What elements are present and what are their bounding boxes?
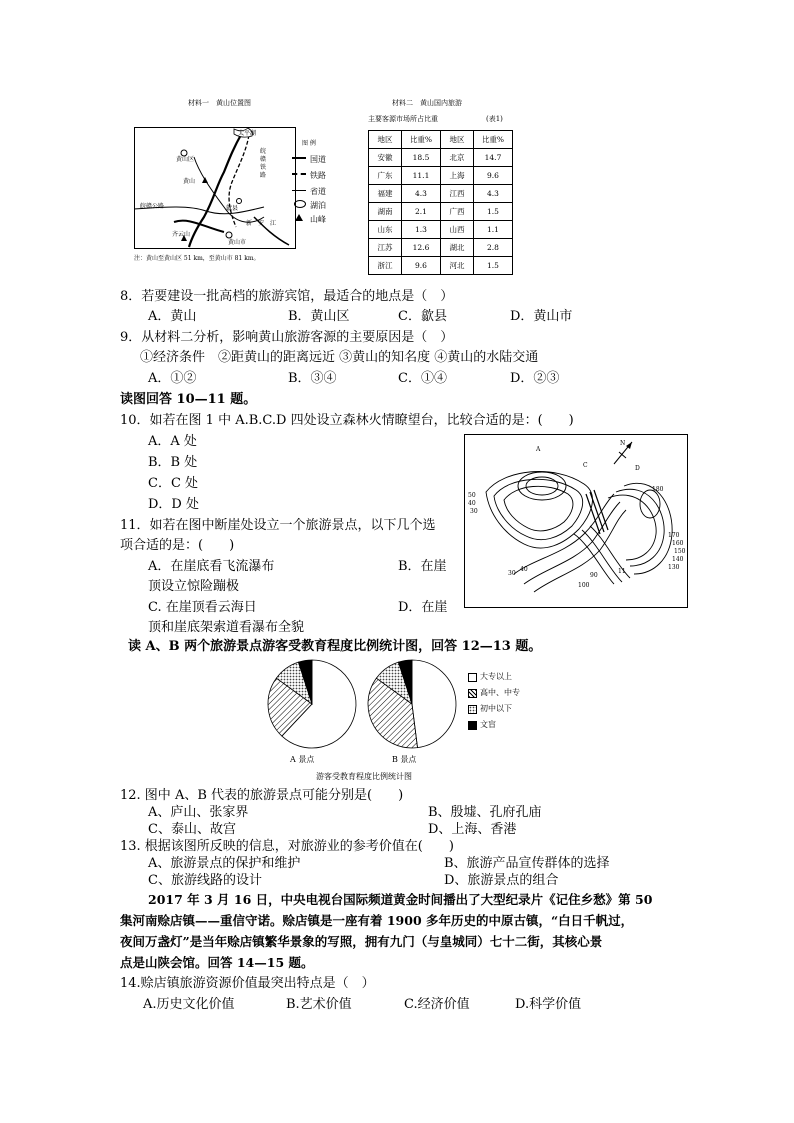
contour-label-a: A xyxy=(536,446,541,453)
q11-stem-line1: 11．如若在图中断崖处设立一个旅游景点，以下几个选 xyxy=(120,518,436,533)
map-place-huangshan: 黄山 xyxy=(183,178,196,185)
table-cell: 1.1 xyxy=(474,221,513,239)
table-row xyxy=(369,203,513,221)
map-legend-item: 省道 xyxy=(310,187,326,196)
contour-value: 11 xyxy=(618,568,626,575)
map-note: 注：黄山至黄山区 51 km，至黄山市 81 km。 xyxy=(134,255,260,262)
q10-option-c: C．C 处 xyxy=(148,476,199,491)
pie-legend-item: 大专以上 xyxy=(480,672,512,681)
map-place-huangshanshi: 黄山市 xyxy=(228,239,247,246)
material2-table-no: (表1) xyxy=(486,115,503,123)
table-cell: 18.5 xyxy=(402,149,441,167)
q13-option-a: A、旅游景点的保护和维护 xyxy=(148,856,301,871)
table-cell: 1.5 xyxy=(474,203,513,221)
q9-option-d: D．②③ xyxy=(510,371,560,386)
q8-option-c: C．歙县 xyxy=(398,309,447,324)
table-cell: 2.1 xyxy=(402,203,441,221)
q11-option-c: C. 在崖顶看云海日 xyxy=(148,600,257,615)
q14-option-b: B.艺术价值 xyxy=(286,997,352,1012)
q9-option-b: B．③④ xyxy=(288,371,337,386)
table-cell: 山西 xyxy=(441,221,474,239)
passage-line2: 集河南赊店镇——重信守诺。赊店镇是一座有着 1900 多年历史的中原古镇，“白日千帆过， xyxy=(120,913,634,928)
q13-stem: 13. 根据该图所反映的信息，对旅游业的参考价值在( ) xyxy=(120,839,454,854)
table-row xyxy=(369,221,513,239)
q14-option-d: D.科学价值 xyxy=(515,997,582,1012)
table-cell: 11.1 xyxy=(402,167,441,185)
table-header-cell: 比重% xyxy=(402,131,441,149)
q12-stem: 12. 图中 A、B 代表的旅游景点可能分别是( ) xyxy=(120,788,404,803)
table-cell: 2.8 xyxy=(474,239,513,257)
map-place-wangan: 皖赣铁路 xyxy=(260,148,267,179)
q14-stem: 14.赊店镇旅游资源价值最突出特点是（ ） xyxy=(120,976,375,991)
legend-swatch-college xyxy=(468,673,477,682)
table-cell: 福建 xyxy=(369,185,402,203)
table-header-row xyxy=(369,131,513,149)
railway-icon xyxy=(292,168,306,180)
contour-label-d: D xyxy=(635,465,640,472)
table-cell: 山东 xyxy=(369,221,402,239)
legend-swatch-junior xyxy=(468,705,477,714)
q12-option-b: B、殷墟、孔府孔庙 xyxy=(428,805,542,820)
table-cell: 河北 xyxy=(441,257,474,275)
location-map-drawing xyxy=(134,127,296,249)
q9-option-a: A．①② xyxy=(148,371,197,386)
map-place-qiyun: 齐云山 xyxy=(172,231,191,238)
table-row xyxy=(369,239,513,257)
table-cell: 上海 xyxy=(441,167,474,185)
q13-option-d: D、旅游景点的组合 xyxy=(444,873,559,888)
material2-subtitle: 主要客源市场所占比重 xyxy=(368,115,438,123)
q14-option-a: A.历史文化价值 xyxy=(143,997,235,1012)
contour-value: 100 xyxy=(578,582,590,589)
table-cell: 湖北 xyxy=(441,239,474,257)
q11-option-d-cont: 顶和崖底架索道看瀑布全貌 xyxy=(148,620,305,635)
table-row xyxy=(369,167,513,185)
q12-option-a: A、庐山、张家界 xyxy=(148,805,249,820)
map-place-shexian: 歙县 xyxy=(226,205,239,212)
table-row xyxy=(369,185,513,203)
read-instruction-10-11: 读图回答 10—11 题。 xyxy=(120,392,257,407)
map-place-wanyi: 皖赣公路 xyxy=(140,203,165,210)
pie-caption: 游客受教育程度比例统计图 xyxy=(316,772,412,781)
q10-stem: 10．如若在图 1 中 A.B.C.D 四处设立森林火情瞭望台，比较合适的是：( ) xyxy=(120,413,574,428)
map-place-taiping: 太平湖 xyxy=(238,130,257,137)
contour-value: 150 xyxy=(674,548,686,555)
read-instruction-12-13: 读 A、B 两个旅游景点游客受教育程度比例统计图，回答 12—13 题。 xyxy=(128,639,542,654)
table-cell: 1.3 xyxy=(402,221,441,239)
pie-b-label: B 景点 xyxy=(392,755,417,764)
contour-value: 40 xyxy=(520,566,528,573)
q10-option-d: D．D 处 xyxy=(148,497,199,512)
map-legend-item: 国道 xyxy=(310,155,326,164)
table-cell: 1.5 xyxy=(474,257,513,275)
q8-option-a: A．黄山 xyxy=(148,309,197,324)
road-provincial-icon xyxy=(292,184,306,196)
source-market-table xyxy=(368,130,513,275)
table-cell: 9.6 xyxy=(402,257,441,275)
contour-map-drawing xyxy=(464,434,688,608)
pie-legend-item: 高中、中专 xyxy=(480,688,520,697)
material1-title: 材料一 黄山位置图 xyxy=(188,99,251,107)
pie-a-label: A 景点 xyxy=(290,755,315,764)
table-header-cell: 地区 xyxy=(441,131,474,149)
q11-option-b-cont: 顶设立惊险蹦极 xyxy=(148,579,240,594)
contour-label-c: C xyxy=(583,462,588,469)
q12-option-d: D、上海、香港 xyxy=(428,822,517,837)
pie-slice-b-0 xyxy=(412,660,456,748)
pie-b-group xyxy=(368,660,456,748)
contour-value: 30 xyxy=(508,570,516,577)
contour-value: 130 xyxy=(668,564,680,571)
q8-stem: 8．若要建设一批高档的旅游宾馆，最适合的地点是（ ） xyxy=(120,289,454,304)
legend-swatch-highschool xyxy=(468,689,477,698)
contour-value: 160 xyxy=(672,540,684,547)
passage-line4: 点是山陕会馆。回答 14—15 题。 xyxy=(120,955,314,970)
table-cell: 广东 xyxy=(369,167,402,185)
q9-stem: 9．从材料二分析，影响黄山旅游客源的主要原因是（ ） xyxy=(120,330,454,345)
table-cell: 9.6 xyxy=(474,167,513,185)
q11-stem-line2: 项合适的是：( ) xyxy=(120,538,235,553)
table-cell: 江苏 xyxy=(369,239,402,257)
q11-option-a: A．在崖底看飞流瀑布 xyxy=(148,559,275,574)
q10-option-b: B．B 处 xyxy=(148,455,198,470)
table-cell: 14.7 xyxy=(474,149,513,167)
q13-option-c: C、旅游线路的设计 xyxy=(148,873,262,888)
contour-value: 40 xyxy=(468,500,476,507)
north-arrow-label: N xyxy=(620,440,626,447)
table-header-cell: 地区 xyxy=(369,131,402,149)
table-cell: 广西 xyxy=(441,203,474,221)
contour-value: 180 xyxy=(652,486,664,493)
table-cell: 4.3 xyxy=(402,185,441,203)
map-legend-item: 铁路 xyxy=(310,171,326,180)
lake-icon xyxy=(294,200,306,208)
material2-title: 材料二 黄山国内旅游 xyxy=(392,99,462,107)
q9-statements: ①经济条件 ②距黄山的距离远近 ③黄山的知名度 ④黄山的水陆交通 xyxy=(140,350,539,365)
q8-option-d: D．黄山市 xyxy=(510,309,573,324)
contour-value: 140 xyxy=(672,556,684,563)
map-legend-title: 图 例 xyxy=(302,140,316,147)
pie-legend-item: 初中以下 xyxy=(480,704,512,713)
q11-option-d: D．在崖 xyxy=(398,600,448,615)
table-cell: 北京 xyxy=(441,149,474,167)
q8-option-b: B．黄山区 xyxy=(288,309,350,324)
table-cell: 江西 xyxy=(441,185,474,203)
map-place-huangshanqu: 黄山区 xyxy=(176,156,195,163)
passage-line3: 夜间万盏灯”是当年赊店镇繁华景象的写照，拥有九门（与皇城同）七十二街，其核心景 xyxy=(120,934,603,949)
passage-line1: 2017 年 3 月 16 日，中央电视台国际频道黄金时间播出了大型纪录片《记住乡愁》第 50 xyxy=(148,892,653,907)
mountain-peak-icon xyxy=(295,214,303,221)
q11-option-b: B．在崖 xyxy=(398,559,447,574)
table-cell: 浙江 xyxy=(369,257,402,275)
q12-option-c: C、泰山、故宫 xyxy=(148,822,236,837)
q13-option-b: B、旅游产品宣传群体的选择 xyxy=(444,856,610,871)
table-row xyxy=(369,257,513,275)
legend-swatch-illiterate xyxy=(468,721,477,730)
table-cell: 12.6 xyxy=(402,239,441,257)
contour-value: 170 xyxy=(668,532,680,539)
table-header-cell: 比重% xyxy=(474,131,513,149)
q9-option-c: C．①④ xyxy=(398,371,447,386)
contour-value: 30 xyxy=(470,508,478,515)
road-national-icon xyxy=(292,152,306,164)
pie-a-group xyxy=(268,660,356,748)
pie-legend-item: 文盲 xyxy=(480,720,496,729)
map-legend-item: 湖泊 xyxy=(310,201,326,210)
contour-value: 50 xyxy=(468,492,476,499)
table-row xyxy=(369,149,513,167)
table-cell: 安徽 xyxy=(369,149,402,167)
contour-value: 90 xyxy=(590,572,598,579)
q14-option-c: C.经济价值 xyxy=(404,997,470,1012)
table-cell: 湖南 xyxy=(369,203,402,221)
map-place-xinan: 新 安 江 xyxy=(246,220,277,227)
q10-option-a: A．A 处 xyxy=(148,434,197,449)
map-legend-item: 山峰 xyxy=(310,215,326,224)
table-cell: 4.3 xyxy=(474,185,513,203)
